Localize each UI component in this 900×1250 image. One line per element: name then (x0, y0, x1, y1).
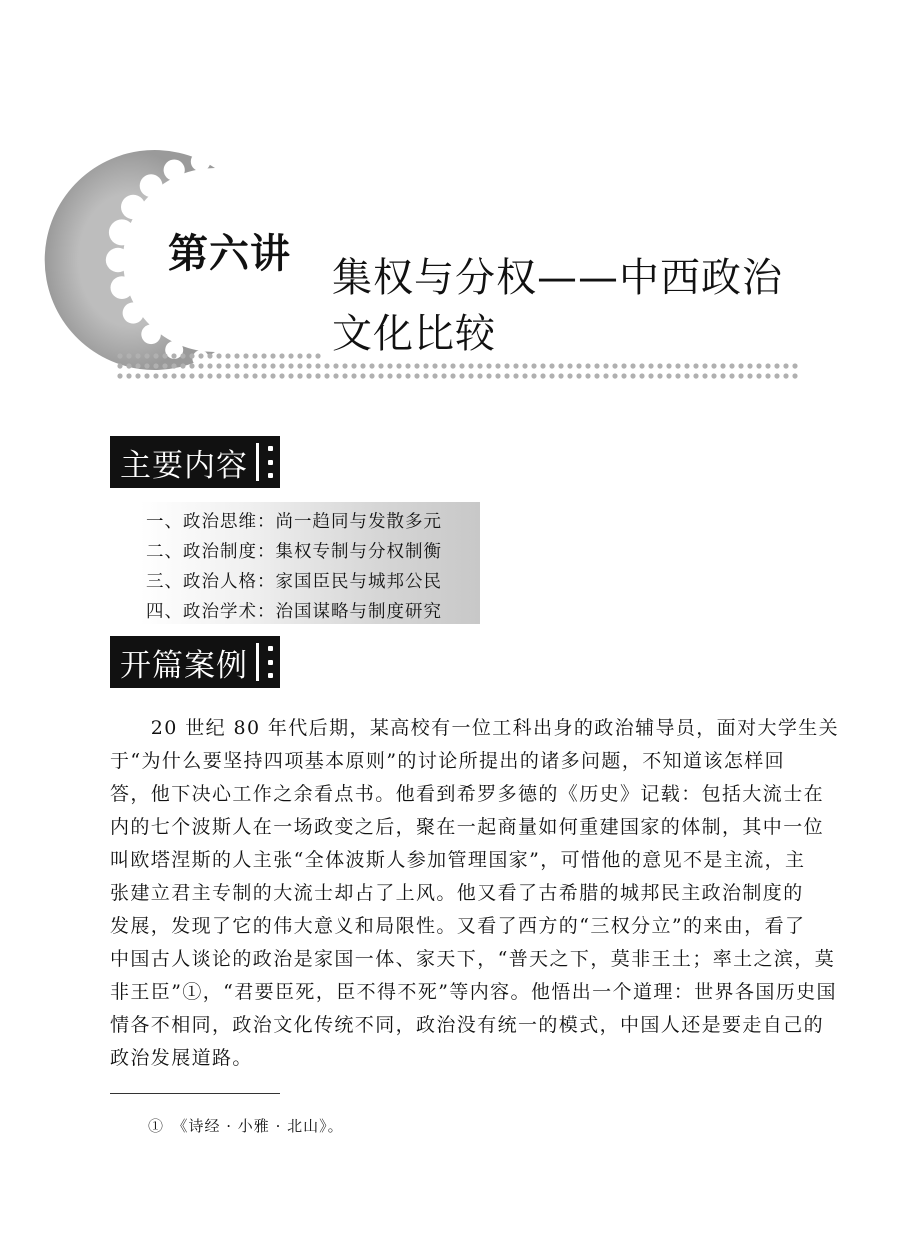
ornament-dot (639, 373, 644, 378)
ornament-dot (198, 363, 203, 368)
ornament-dot (351, 373, 356, 378)
ornament-dot (513, 363, 518, 368)
ornament-dot (684, 363, 689, 368)
ornament-dot (252, 373, 257, 378)
ornament-dot (531, 363, 536, 368)
ornament-dot (180, 353, 185, 358)
ornament-circle (106, 248, 130, 272)
ornament-dot (783, 363, 788, 368)
ornament-dot (360, 363, 365, 368)
ornament-dot (720, 363, 725, 368)
ornament-dot (756, 373, 761, 378)
chapter-title (332, 250, 802, 362)
ornament-dot (306, 363, 311, 368)
footnote: ① 《诗经 · 小雅 · 北山》。 (148, 1117, 344, 1135)
ornament-dot (738, 373, 743, 378)
ornament-dot (549, 373, 554, 378)
ornament-dot (549, 363, 554, 368)
ornament-dot (414, 373, 419, 378)
ornament-dot (792, 373, 797, 378)
ornament-dot (396, 363, 401, 368)
ornament-dot (189, 363, 194, 368)
ornament-dot (666, 363, 671, 368)
footnote-rule (110, 1093, 280, 1094)
ornament-dot (144, 363, 149, 368)
ornament-dot (414, 363, 419, 368)
ornament-dot (405, 363, 410, 368)
ornament-dot (396, 373, 401, 378)
ornament-dot (180, 373, 185, 378)
ornament-dot (135, 363, 140, 368)
ornament-dot (216, 373, 221, 378)
ornament-dot (387, 373, 392, 378)
contents-item-4: 四、政治学术：治国谋略与制度研究 (146, 602, 442, 622)
ornament-dot (432, 363, 437, 368)
ornament-dot (783, 373, 788, 378)
ornament-dot (207, 363, 212, 368)
ornament-dot (576, 363, 581, 368)
ornament-dot (315, 353, 320, 358)
ornament-dot (630, 373, 635, 378)
heading-dots-icon (268, 646, 273, 678)
ornament-dot (558, 363, 563, 368)
ornament-dot (180, 363, 185, 368)
ornament-dot (648, 373, 653, 378)
ornament-dot (675, 373, 680, 378)
section-heading-case-label: 开篇案例 (120, 647, 248, 684)
ornament-dot (468, 363, 473, 368)
ornament-dot (315, 363, 320, 368)
ornament-dot (207, 373, 212, 378)
ornament-dot (342, 373, 347, 378)
ornament-dot (171, 363, 176, 368)
paragraph-line: 答，他下决心工作之余看点书。他看到希罗多德的《历史》记载：包括大流士在 (110, 783, 825, 805)
ornament-dot (756, 363, 761, 368)
ornament-dot (279, 373, 284, 378)
ornament-dot (216, 353, 221, 358)
ornament-dot (126, 373, 131, 378)
ornament-dot (459, 373, 464, 378)
ornament-dot (738, 363, 743, 368)
ornament-dot (135, 373, 140, 378)
ornament-dot (234, 373, 239, 378)
ornament-dot (297, 373, 302, 378)
ornament-dot (297, 363, 302, 368)
paragraph-line: 情各不相同，政治文化传统不同，政治没有统一的模式，中国人还是要走自己的 (110, 1014, 825, 1036)
ornament-dot (153, 373, 158, 378)
ornament-dot (441, 363, 446, 368)
ornament-circle (140, 174, 163, 197)
paragraph-line: 张建立君主专制的大流士却占了上风。他又看了古希腊的城邦民主政治制度的 (110, 882, 804, 904)
ornament-dot (666, 373, 671, 378)
ornament-dot (252, 363, 257, 368)
ornament-dot (612, 363, 617, 368)
ornament-dot (540, 363, 545, 368)
ornament-dot (189, 353, 194, 358)
ornament-dot (279, 363, 284, 368)
ornament-dot (297, 353, 302, 358)
ornament-dot (198, 373, 203, 378)
ornament-dot (612, 373, 617, 378)
ornament-dot (729, 373, 734, 378)
paragraph-line: 叫欧塔涅斯的人主张“全体波斯人参加管理国家”，可惜他的意见不是主流，主 (110, 849, 806, 871)
ornament-circle (123, 302, 144, 323)
ornament-dot (270, 363, 275, 368)
ornament-dot (270, 373, 275, 378)
contents-list (140, 502, 480, 624)
ornament-dot (513, 373, 518, 378)
ornament-dot (765, 363, 770, 368)
ornament-dot (468, 373, 473, 378)
ornament-dot (531, 373, 536, 378)
ornament-dot (306, 353, 311, 358)
ornament-circle (111, 276, 134, 299)
ornament-dot (540, 373, 545, 378)
ornament-dot (171, 373, 176, 378)
ornament-dot (576, 373, 581, 378)
chapter-title-line-1: 集权与分权——中西政治 (332, 255, 783, 301)
ornament-dot (423, 363, 428, 368)
ornament-dot (243, 373, 248, 378)
ornament-dot (729, 363, 734, 368)
ornament-dot (477, 373, 482, 378)
ornament-dot (387, 363, 392, 368)
ornament-dot (153, 363, 158, 368)
ornament-dot (711, 363, 716, 368)
heading-dots-icon (268, 446, 273, 478)
ornament-dot (558, 373, 563, 378)
paragraph-line: 20 世纪 80 年代后期，某高校有一位工科出身的政治辅导员，面对大学生关 (110, 717, 840, 739)
ornament-dot (747, 363, 752, 368)
ornament-dot (117, 353, 122, 358)
case-paragraph (110, 712, 840, 1075)
ornament-dot (450, 363, 455, 368)
ornament-dot (432, 373, 437, 378)
ornament-dot (495, 363, 500, 368)
ornament-dot (522, 373, 527, 378)
ornament-circle (141, 325, 161, 345)
heading-separator (256, 643, 259, 681)
ornament-dot (234, 363, 239, 368)
ornament-dot (225, 373, 230, 378)
ornament-dot (486, 373, 491, 378)
ornament-dot (315, 373, 320, 378)
ornament-dot (504, 373, 509, 378)
ornament-dot (198, 353, 203, 358)
ornament-dot (270, 353, 275, 358)
ornament-dot (261, 373, 266, 378)
ornament-dot (162, 363, 167, 368)
ornament-dot (423, 373, 428, 378)
ornament-dot (504, 363, 509, 368)
ornament-dot (639, 363, 644, 368)
ornament-dot (351, 363, 356, 368)
ornament-dot (693, 373, 698, 378)
contents-item-1: 一、政治思维：尚一趋同与发散多元 (146, 512, 442, 532)
ornament-dot (288, 373, 293, 378)
ornament-dot (567, 363, 572, 368)
ornament-dot (207, 353, 212, 358)
ornament-dot (720, 373, 725, 378)
ornament-dot (621, 363, 626, 368)
ornament-dot (765, 373, 770, 378)
ornament-dot (441, 373, 446, 378)
ornament-dot (144, 353, 149, 358)
ornament-dot (261, 363, 266, 368)
ornament-dot (657, 363, 662, 368)
paragraph-line: 中国古人谈论的政治是家国一体、家天下，“普天之下，莫非王土；率土之滨，莫 (110, 948, 836, 970)
ornament-dot (162, 353, 167, 358)
ornament-dot (792, 363, 797, 368)
paragraph-line: 内的七个波斯人在一场政变之后，聚在一起商量如何重建国家的体制，其中一位 (110, 816, 825, 838)
ornament-dot (225, 353, 230, 358)
ornament-dot (324, 363, 329, 368)
ornament-dot (693, 363, 698, 368)
ornament-dot (657, 373, 662, 378)
ornament-dot (603, 363, 608, 368)
ornament-dot (459, 363, 464, 368)
ornament-dot (369, 373, 374, 378)
ornament-dot (747, 373, 752, 378)
chapter-title-line-2: 文化比较 (332, 311, 496, 357)
ornament-dot (450, 373, 455, 378)
paragraph-line: 政治发展道路。 (110, 1047, 253, 1069)
ornament-dot (522, 363, 527, 368)
ornament-dot (567, 373, 572, 378)
ornament-dot (216, 363, 221, 368)
ornament-dot (153, 353, 158, 358)
ornament-dot (333, 363, 338, 368)
ornament-dot (234, 353, 239, 358)
ornament-dot (243, 353, 248, 358)
ornament-dot (279, 353, 284, 358)
section-heading-case (110, 636, 280, 688)
ornament-circle (164, 160, 185, 181)
ornament-dot (360, 373, 365, 378)
ornament-dot (702, 363, 707, 368)
ornament-dot (486, 363, 491, 368)
paragraph-line: 非王臣”①，“君要臣死，臣不得不死”等内容。他悟出一个道理：世界各国历史国 (110, 981, 837, 1003)
ornament-dot (603, 373, 608, 378)
contents-item-3: 三、政治人格：家国臣民与城邦公民 (146, 572, 442, 592)
ornament-dot (369, 363, 374, 368)
chapter-label: 第六讲 (168, 231, 291, 277)
ornament-dot (117, 363, 122, 368)
ornament-dot (594, 373, 599, 378)
ornament-dot (342, 363, 347, 368)
paragraph-line: 于“为什么要坚持四项基本原则”的讨论所提出的诸多问题，不知道该怎样回 (110, 750, 786, 772)
ornament-dot (126, 363, 131, 368)
ornament-dot (135, 353, 140, 358)
section-heading-contents (110, 436, 280, 488)
ornament-dot (378, 363, 383, 368)
ornament-dot (774, 363, 779, 368)
ornament-dot (288, 353, 293, 358)
ornament-dot (252, 353, 257, 358)
ornament-circle (191, 152, 211, 172)
ornament-dot (261, 353, 266, 358)
ornament-dot (675, 363, 680, 368)
ornament-dot (144, 373, 149, 378)
heading-separator (256, 443, 259, 481)
ornament-dot (225, 363, 230, 368)
ornament-dot (189, 373, 194, 378)
ornament-dot (774, 373, 779, 378)
ornament-dot (477, 363, 482, 368)
ornament-dot (171, 353, 176, 358)
ornament-dot (117, 373, 122, 378)
ornament-dot (126, 353, 131, 358)
ornament-dot (162, 373, 167, 378)
ornament-dot (702, 373, 707, 378)
ornament-dot (324, 373, 329, 378)
ornament-dot (378, 373, 383, 378)
section-heading-contents-label: 主要内容 (120, 447, 248, 484)
ornament-dot (288, 363, 293, 368)
paragraph-line: 发展，发现了它的伟大意义和局限性。又看了西方的“三权分立”的来由，看了 (110, 915, 806, 937)
ornament-dot (648, 363, 653, 368)
ornament-dot (405, 373, 410, 378)
ornament-dot (306, 373, 311, 378)
ornament-dot (594, 363, 599, 368)
ornament-dot (621, 373, 626, 378)
ornament-dot (333, 373, 338, 378)
ornament-dot (495, 373, 500, 378)
ornament-dot (585, 373, 590, 378)
ornament-circle (109, 219, 135, 245)
ornament-dot (585, 363, 590, 368)
contents-item-2: 二、政治制度：集权专制与分权制衡 (146, 542, 442, 562)
ornament-dot (711, 373, 716, 378)
ornament-circle (121, 195, 145, 219)
ornament-dot (243, 363, 248, 368)
ornament-dot (684, 373, 689, 378)
ornament-dot (630, 363, 635, 368)
